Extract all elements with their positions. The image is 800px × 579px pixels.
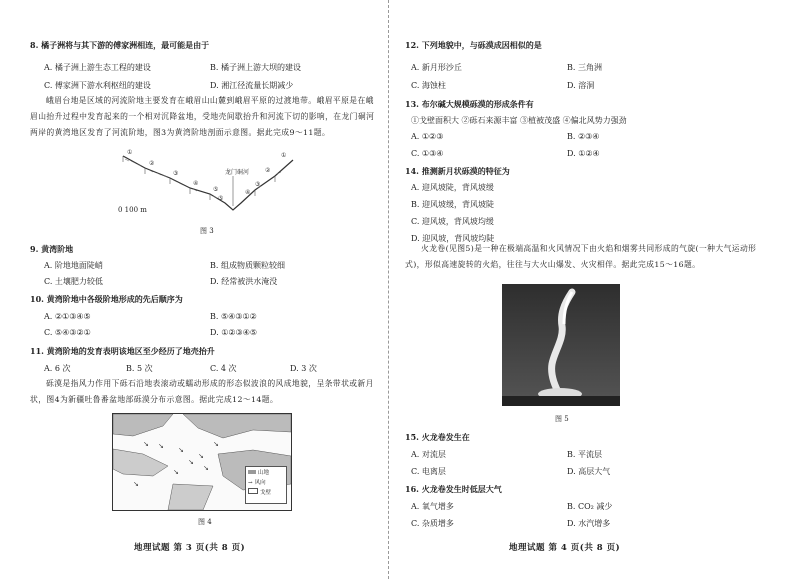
q13-option-c: C. ①③④ [411,149,444,158]
intro-15-16: 火龙卷(见图5)是一种在极端高温和火风情况下由火焰和烟雾共同形成的气旋(一种大气运动形式)，形似高速旋转的火焰，往往与大火山爆发、火灾相伴。据此完成15～16题。 [405,244,757,269]
svg-text:↘: ↘ [133,480,139,488]
figure-4-legend [245,466,287,504]
q16-option-c: C. 杂质增多 [411,519,454,528]
terrace-label: ④ [193,180,199,187]
q14-option-c: C. 迎风坡，背风坡均缓 [411,217,494,226]
legend-wind: 风向 [254,480,266,486]
q12-option-a: A. 新月形沙丘 [411,63,462,72]
page-divider [388,0,389,579]
q11-option-b: B. 5 次 [126,364,153,373]
q14-option-d: D. 迎风坡，背风坡均陡 [411,234,495,243]
q14-option-a: A. 迎风坡陡，背风坡缓 [411,183,494,192]
q14-option-b: B. 迎风坡缓，背风坡陡 [411,200,494,209]
q9-stem: 9. 黄湾阶地 [30,244,74,254]
q13-option-d: D. ①②④ [567,149,600,158]
q16-stem: 16. 火龙卷发生时低层大气 [405,484,502,494]
q13-conditions: ①戈壁面积大 ②砾石来源丰富 ③植被茂盛 ④偏北风势力强劲 [411,116,627,125]
intro-9-11: 峨眉台地是区域的河流阶地主要发育在峨眉山山麓到峨眉平原的过渡地带。峨眉平原是在峨眉山抬升过程中发育起来的一个相对沉降盆地，受地壳间歇抬升和河流下切的影响，在龙门硐河两岸的黄湾地区发育了河流阶地，图3为黄湾阶地剖面示意图。据此完成9～11题。 [30,96,375,137]
terrace-label: ③ [255,181,261,188]
q8-option-a: A. 橘子洲上游生态工程的建设 [44,63,151,72]
svg-text:↘: ↘ [158,442,164,450]
figure-5-caption: 图 5 [555,415,569,423]
q15-option-a: A. 对流层 [411,450,446,459]
q14-stem: 14. 推测新月状砾漠的特征为 [405,166,510,176]
page-4-footer: 地理试题 第 4 页(共 8 页) [509,543,621,553]
terrace-label: ① [127,149,133,156]
q11-stem: 11. 黄湾阶地的发育表明该地区至少经历了地壳抬升 [30,346,215,356]
q16-option-d: D. 水汽增多 [567,519,611,528]
river-label: 龙门硐河 [225,169,250,176]
q16-option-b: B. CO₂ 减少 [567,502,613,511]
q11-option-d: D. 3 次 [290,364,317,373]
q12-option-c: C. 海蚀柱 [411,81,446,90]
q10-option-c: C. ⑤④③②① [44,328,91,337]
q9-option-d: D. 经常被洪水淹没 [210,277,278,286]
q16-option-a: A. 氧气增多 [411,502,454,511]
wind-arrow-icon: → [248,480,253,486]
q13-option-a: A. ①②③ [411,132,444,141]
q8-option-b: B. 橘子洲上游大坝的建设 [210,63,301,72]
terrace-label: ⑤ [218,195,224,202]
svg-text:↘: ↘ [198,452,204,460]
q15-stem: 15. 火龙卷发生在 [405,432,470,442]
terrace-label: ⑤ [213,186,219,193]
svg-text:↘: ↘ [213,440,219,448]
terrace-label: ③ [173,170,179,177]
figure-3-caption: 图 3 [200,227,214,235]
q8-stem: 8. 橘子洲将与其下游的傅家洲相连，最可能是由于 [30,40,210,50]
q15-option-b: B. 平流层 [567,450,602,459]
q10-option-d: D. ①②③④⑤ [210,328,258,337]
figure-4-map [112,413,292,511]
q10-option-a: A. ②①③④⑤ [44,312,91,321]
figure-3-scale: 0 100 m [118,206,147,214]
q10-stem: 10. 黄湾阶地中各级阶地形成的先后顺序为 [30,294,183,304]
q8-option-d: D. 湘江径流量长期减少 [210,81,294,90]
figure-4-caption: 图 4 [198,518,212,526]
q9-option-b: B. 组成物质颗粒较细 [210,261,285,270]
intro-12-14: 砾漠是指风力作用下砾石沿地表滚动或蠕动形成的形态似波浪的风成地貌，呈条带状或新月状，图4为新疆吐鲁番盆地部砾漠分布示意图。据此完成12～14题。 [30,379,374,404]
q15-option-d: D. 高层大气 [567,467,611,476]
terrace-label: ④ [245,189,251,196]
svg-text:↘: ↘ [173,468,179,476]
q15-option-c: C. 电离层 [411,467,446,476]
q12-option-d: D. 溶洞 [567,81,595,90]
q12-option-b: B. 三角洲 [567,63,602,72]
q10-option-b: B. ⑤④③①② [210,312,257,321]
q13-option-b: B. ②③④ [567,132,600,141]
figure-5-fire-tornado-photo [502,284,620,406]
svg-text:↘: ↘ [188,458,194,466]
q11-option-c: C. 4 次 [210,364,237,373]
svg-text:↘: ↘ [203,464,209,472]
q12-stem: 12. 下列地貌中，与砾漠成因相似的是 [405,40,542,50]
svg-text:↘: ↘ [143,440,149,448]
legend-mountain: 山地 [258,470,270,476]
terrace-label: ② [149,160,155,167]
q11-option-a: A. 6 次 [44,364,71,373]
q13-stem: 13. 布尔碱大规模砾漠的形成条件有 [405,99,534,109]
svg-text:↘: ↘ [178,446,184,454]
legend-gobi: 戈壁 [260,490,272,496]
terrace-label: ① [281,152,287,159]
q9-option-c: C. 土壤肥力较低 [44,277,103,286]
q9-option-a: A. 阶地地面陡峭 [44,261,103,270]
page-3-footer: 地理试题 第 3 页(共 8 页) [134,543,246,553]
terrace-label: ② [265,167,271,174]
q8-option-c: C. 傅家洲下游水利枢纽的建设 [44,81,151,90]
